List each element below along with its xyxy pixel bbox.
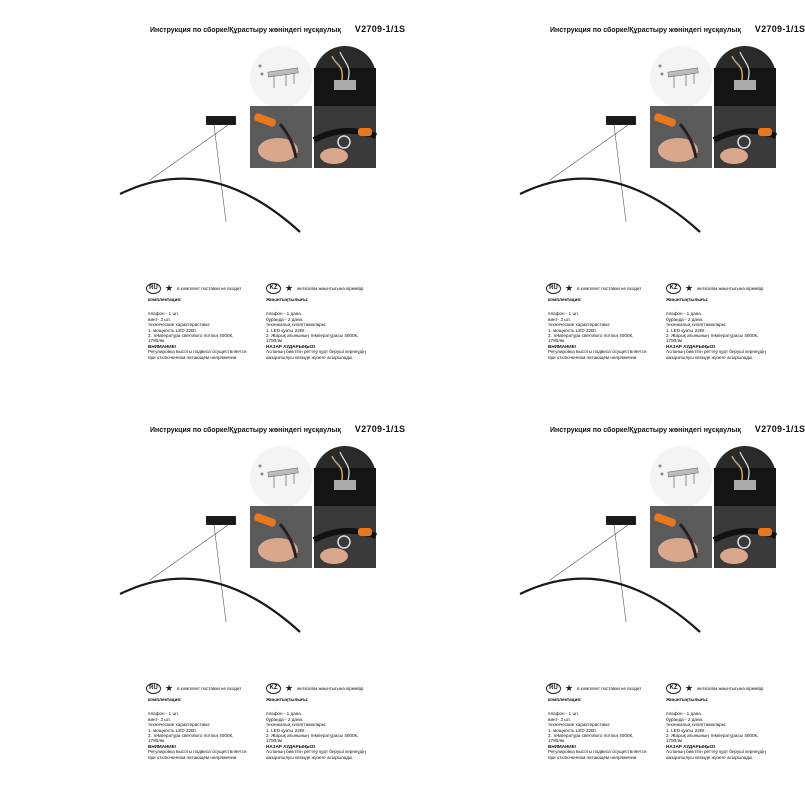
title-text: Инструкция по сборке/Құрастыру жөніндегі нұсқаулық (550, 27, 741, 34)
kz-legend (266, 682, 363, 694)
mounting-kit-icon (250, 46, 312, 108)
ru-item: винт- 2 шт. (548, 716, 571, 722)
ru-tech-line: 1780лм (548, 738, 565, 744)
kz-legend-text: жеткізілім жиынтығына кірмейді (697, 285, 764, 291)
kz-tech-line: 1. LED қуаты 22Вт. (266, 327, 306, 333)
kz-badge: KZ (666, 283, 681, 294)
ru-specs (548, 297, 664, 360)
kz-badge: KZ (666, 683, 681, 694)
led-driver-icon (714, 446, 776, 508)
title-text: Инструкция по сборке/Құрастыру жөніндегі нұсқаулық (150, 427, 341, 434)
kz-warning-line: Аспаның биіктігін реттеу қуат беруші кернеудің (666, 749, 766, 755)
kz-legend (666, 282, 763, 294)
ru-warning-heading: ВНИМАНИЕ! (548, 743, 577, 749)
ru-legend-text: в комплект поставки не входит (177, 285, 242, 291)
ru-legend (146, 682, 242, 694)
ru-warning-heading: ВНИМАНИЕ! (148, 743, 177, 749)
kz-item: бұранда - 2 дана. (266, 716, 304, 722)
ru-tech-line: 2. температура светового потока 4000К, (548, 733, 634, 739)
ru-warning-line: при отключенном питающем напряжении. (548, 754, 638, 760)
ru-badge: RU (146, 683, 161, 694)
ru-legend-text: в комплект поставки не входит (577, 285, 642, 291)
kz-item: плафон - 1 дана. (666, 711, 703, 717)
instruction-sheet (400, 0, 805, 400)
kz-tech-line: 2. Жарық ағынының температурасы 4000К, (266, 333, 359, 339)
ru-legend-text: в комплект поставки не входит (577, 685, 642, 691)
kz-tech-line: 1. LED қуаты 22Вт. (266, 727, 306, 733)
model-number: V2709-1/1S (354, 424, 406, 434)
ru-complect-heading: комплектация: (548, 697, 582, 702)
ru-tech-line: 1. мощность LED 22Вт. (148, 327, 197, 333)
kz-tech-line: 1780лм (266, 738, 283, 744)
kz-legend-text: жеткізілім жиынтығына кірмейді (697, 685, 764, 691)
kz-tech-heading: техникалық сипаттамалары: (666, 322, 727, 328)
ru-warning-heading: ВНИМАНИЕ! (548, 343, 577, 349)
model-number: V2709-1/1S (754, 24, 805, 34)
ru-legend (546, 282, 642, 294)
screwdriver-icon (250, 506, 312, 568)
kz-warning-heading: НАЗАР АУДАРЫҢЫЗ! (666, 343, 716, 349)
ru-tech-heading: технические характеристики: (548, 722, 611, 728)
kz-tech-line: 1. LED қуаты 22Вт. (666, 727, 706, 733)
screwdriver-icon (250, 106, 312, 168)
ru-legend (146, 282, 242, 294)
instruction-sheet (400, 400, 805, 800)
kz-warning-line: Аспаның биіктігін реттеу қуат беруші кернеудің (266, 749, 366, 755)
ru-warning-heading: ВНИМАНИЕ! (148, 343, 177, 349)
ru-item: плафон - 1 шт. (548, 311, 580, 317)
ru-tech-heading: технические характеристики: (148, 322, 211, 328)
kz-warning-heading: НАЗАР АУДАРЫҢЫЗ! (666, 743, 716, 749)
star-icon: ★ (165, 282, 174, 293)
instruction-sheet (0, 400, 406, 800)
kz-warning-line: ажыратылуы кезінде жүзеге асырылады. (666, 754, 754, 760)
ru-item: винт- 2 шт. (548, 316, 571, 322)
ru-complect-heading: комплектация: (148, 697, 182, 702)
ru-tech-line: 2. температура светового потока 4000К, (148, 333, 234, 339)
kz-warning-line: ажыратылуы кезінде жүзеге асырылады. (266, 354, 354, 360)
ru-badge: RU (146, 283, 161, 294)
kz-tech-heading: техникалық сипаттамалары: (266, 322, 327, 328)
kz-warning-line: Аспаның биіктігін реттеу қуат беруші кернеудің (266, 349, 366, 355)
led-driver-icon (314, 46, 376, 108)
screwdriver-icon (650, 106, 712, 168)
ru-tech-line: 2. температура светового потока 4000К, (548, 333, 634, 339)
ru-complect-heading: комплектация: (548, 297, 582, 302)
model-number: V2709-1/1S (754, 424, 805, 434)
kz-specs (266, 697, 378, 760)
model-number: V2709-1/1S (354, 24, 406, 34)
kz-complect-heading: Жиынтықтылығы: (666, 297, 709, 302)
kz-tech-heading: техникалық сипаттамалары: (666, 722, 727, 728)
ru-item: плафон - 1 шт. (548, 711, 580, 717)
ru-item: плафон - 1 шт. (148, 711, 180, 717)
ru-complect-heading: комплектация: (148, 297, 182, 302)
ru-warning-line: Регулировка высоты подвеса осуществляется (548, 349, 647, 355)
kz-tech-line: 1780лм (666, 738, 683, 744)
ru-warning-line: при отключенном питающем напряжении. (148, 754, 238, 760)
kz-warning-line: ажыратылуы кезінде жүзеге асырылады. (666, 354, 754, 360)
ru-legend (546, 682, 642, 694)
kz-tech-heading: техникалық сипаттамалары: (266, 722, 327, 728)
ru-specs (148, 297, 264, 360)
title-text: Инструкция по сборке/Құрастыру жөніндегі нұсқаулық (550, 427, 741, 434)
kz-legend (666, 682, 763, 694)
ru-tech-heading: технические характеристики: (148, 722, 211, 728)
ru-badge: RU (546, 683, 561, 694)
ru-warning-line: Регулировка высоты подвеса осуществляется (148, 749, 247, 755)
ru-specs (548, 697, 664, 760)
kz-warning-line: ажыратылуы кезінде жүзеге асырылады. (266, 754, 354, 760)
kz-tech-line: 2. Жарық ағынының температурасы 4000К, (666, 333, 759, 339)
kz-tech-line: 2. Жарық ағынының температурасы 4000К, (266, 733, 359, 739)
kz-item: бұранда - 2 дана. (666, 316, 704, 322)
cable-clamp-icon (714, 506, 776, 568)
ru-tech-line: 1. мощность LED 22Вт. (548, 727, 597, 733)
kz-tech-line: 2. Жарық ағынының температурасы 4000К, (666, 733, 759, 739)
kz-item: бұранда - 2 дана. (666, 716, 704, 722)
kz-specs (266, 297, 378, 360)
ru-warning-line: при отключенном питающем напряжении. (548, 354, 638, 360)
kz-tech-line: 1780лм (266, 338, 283, 344)
star-icon: ★ (285, 682, 294, 693)
mounting-kit-icon (650, 446, 712, 508)
cable-clamp-icon (314, 106, 376, 168)
ru-warning-line: Регулировка высоты подвеса осуществляется (148, 349, 247, 355)
ru-legend-text: в комплект поставки не входит (177, 685, 242, 691)
ru-tech-line: 2. температура светового потока 4000К, (148, 733, 234, 739)
kz-badge: KZ (266, 283, 281, 294)
kz-tech-line: 1780лм (666, 338, 683, 344)
cable-clamp-icon (714, 106, 776, 168)
star-icon: ★ (685, 682, 694, 693)
kz-warning-line: Аспаның биіктігін реттеу қуат беруші кернеудің (666, 349, 766, 355)
kz-specs (666, 697, 778, 760)
kz-item: плафон - 1 дана. (266, 711, 303, 717)
ru-item: винт- 2 шт. (148, 716, 171, 722)
kz-tech-line: 1. LED қуаты 22Вт. (666, 327, 706, 333)
kz-warning-heading: НАЗАР АУДАРЫҢЫЗ! (266, 743, 316, 749)
mounting-kit-icon (650, 46, 712, 108)
title-text: Инструкция по сборке/Құрастыру жөніндегі нұсқаулық (150, 27, 341, 34)
kz-item: плафон - 1 дана. (266, 311, 303, 317)
kz-badge: KZ (266, 683, 281, 694)
ru-tech-line: 1780лм (148, 338, 165, 344)
kz-specs (666, 297, 778, 360)
kz-legend (266, 282, 363, 294)
ru-specs (148, 697, 264, 760)
ru-tech-line: 1780лм (148, 738, 165, 744)
kz-warning-heading: НАЗАР АУДАРЫҢЫЗ! (266, 343, 316, 349)
ru-tech-line: 1780лм (548, 338, 565, 344)
star-icon: ★ (565, 282, 574, 293)
instruction-sheet (0, 0, 406, 400)
kz-item: бұранда - 2 дана. (266, 316, 304, 322)
kz-complect-heading: Жиынтықтылығы: (666, 697, 709, 702)
star-icon: ★ (565, 682, 574, 693)
ru-tech-line: 1. мощность LED 22Вт. (148, 727, 197, 733)
kz-complect-heading: Жиынтықтылығы: (266, 697, 309, 702)
mounting-kit-icon (250, 446, 312, 508)
ru-warning-line: при отключенном питающем напряжении. (148, 354, 238, 360)
ru-tech-heading: технические характеристики: (548, 322, 611, 328)
kz-complect-heading: Жиынтықтылығы: (266, 297, 309, 302)
kz-legend-text: жеткізілім жиынтығына кірмейді (297, 685, 364, 691)
kz-item: плафон - 1 дана. (666, 311, 703, 317)
ru-item: винт- 2 шт. (148, 316, 171, 322)
cable-clamp-icon (314, 506, 376, 568)
ru-item: плафон - 1 шт. (148, 311, 180, 317)
star-icon: ★ (165, 682, 174, 693)
ru-tech-line: 1. мощность LED 22Вт. (548, 327, 597, 333)
ru-warning-line: Регулировка высоты подвеса осуществляется (548, 749, 647, 755)
kz-legend-text: жеткізілім жиынтығына кірмейді (297, 285, 364, 291)
led-driver-icon (314, 446, 376, 508)
screwdriver-icon (650, 506, 712, 568)
led-driver-icon (714, 46, 776, 108)
star-icon: ★ (685, 282, 694, 293)
star-icon: ★ (285, 282, 294, 293)
ru-badge: RU (546, 283, 561, 294)
